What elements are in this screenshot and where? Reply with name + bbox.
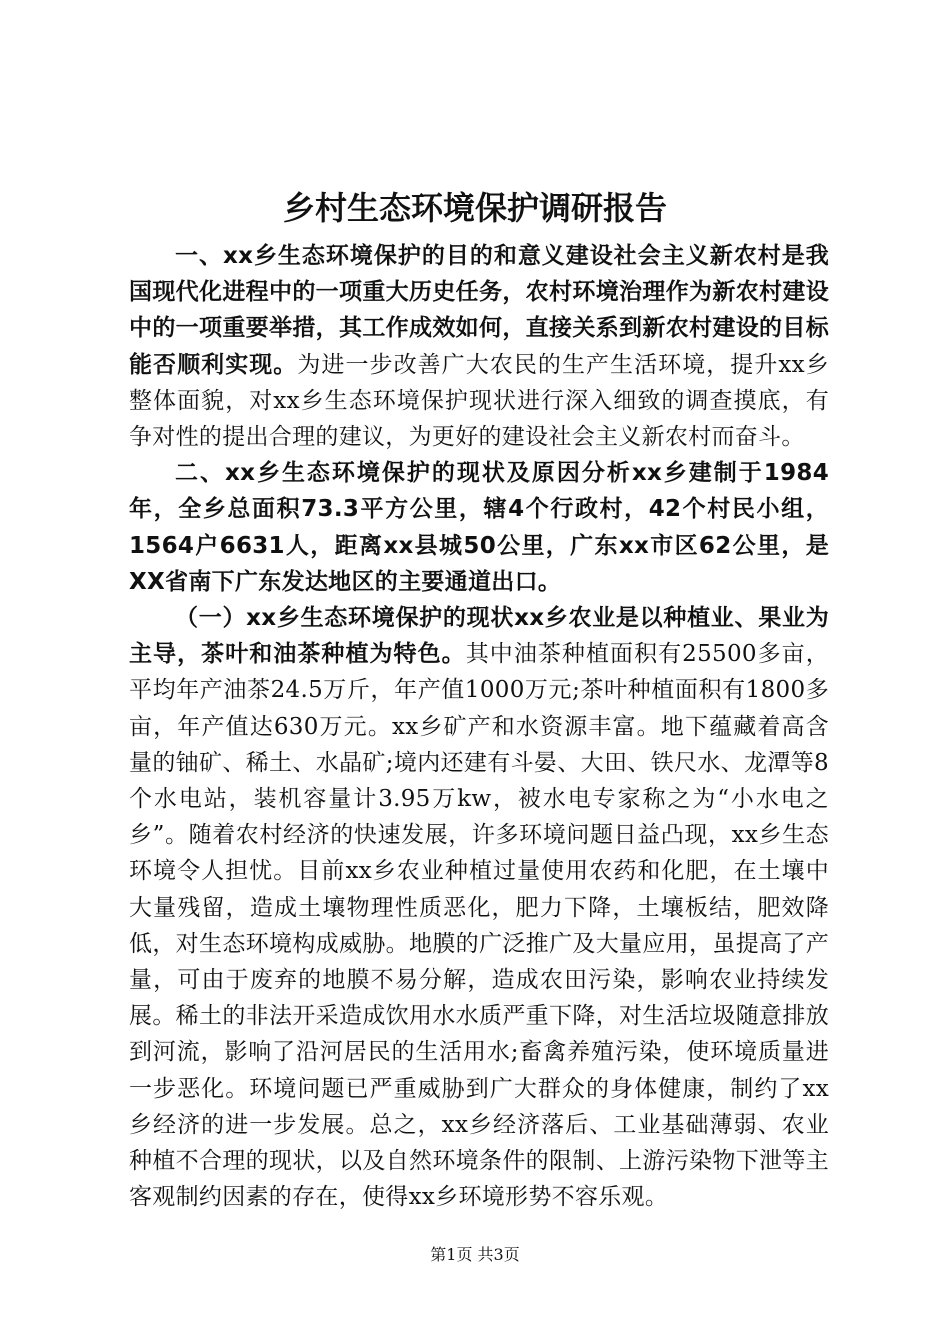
paragraph-3-text: 其中油茶种植面积有25500多亩，平均年产油茶24.5万斤，年产值1000万元;茶叶种植面积有1800多亩，年产值达630万元。xx乡矿产和水资源丰富。地下蕴藏着高含量的铀矿、稀土、水晶矿;境内还建有斗晏、大田、铁尺水、龙潭等8个水电站，装机容量计3.95万kw，被水电专家称之为“小水电之乡”。随着农村经济的快速发展，许多环境问题日益凸现，xx乡生态环境令人担忧。目前xx乡农业种植过量使用农药和化肥，在土壤中大量残留，造成土壤物理性质恶化，肥力下降，土壤板结，肥效降低，对生态环境构成威胁。地膜的广泛推广及大量应用，虽提高了产量，可由于废弃的地膜不易分解，造成农田污染，影响农业持续发展。稀土的非法开采造成饮用水水质严重下降，对生活垃圾随意排放到河流，影响了沿河居民的生活用水;畜禽养殖污染，使环境质量进一步恶化。环境问题已严重威胁到广大群众的身体健康，制约了xx乡经济的进一步发展。总之，xx乡经济落后、工业基础薄弱、农业种植不合理的现状，以及自然环境条件的限制、上游污染物下泄等主客观制约因素的存在，使得xx乡环境形势不容乐观。 (129, 641, 829, 1211)
paragraph-3 (129, 600, 829, 1215)
paragraph-1-bold-text: 一、xx乡生态环境保护的目的和意义建设社会主义新农村是我国现代化进程中的一项重大历史任务，农村环境治理作为新农村建设中的一项重要举措，其工作成效如何，直接关系到新农村建设的目标能否顺利实现。 (129, 243, 829, 378)
document-title: 乡村生态环境保护调研报告 (282, 189, 667, 227)
paragraph-2 (129, 455, 829, 600)
paragraph-1-text: 为进一步改善广大农民的生产生活环境，提升xx乡整体面貌，对xx乡生态环境保护现状进行深入细致的调查摸底，有争对性的提出合理的建议，为更好的建设社会主义新农村而奋斗。 (129, 351, 830, 451)
paragraph-2-bold-text: 二、xx乡生态环境保护的现状及原因分析xx乡建制于1984年，全乡总面积73.3平方公里，辖4个行政村，42个村民小组，1564户6631人，距离xx县城50公里，广东xx市区62公里，是XX省南下广东发达地区的主要通道出口。 (129, 460, 829, 595)
paragraph-3-bold-text: （一）xx乡生态环境保护的现状xx乡农业是以种植业、果业为主导，茶叶和油茶种植为特色。 (129, 605, 829, 668)
document-body (129, 238, 829, 1215)
page-footer: 第1页 共3页 (430, 1245, 520, 1264)
paragraph-1 (129, 238, 829, 455)
